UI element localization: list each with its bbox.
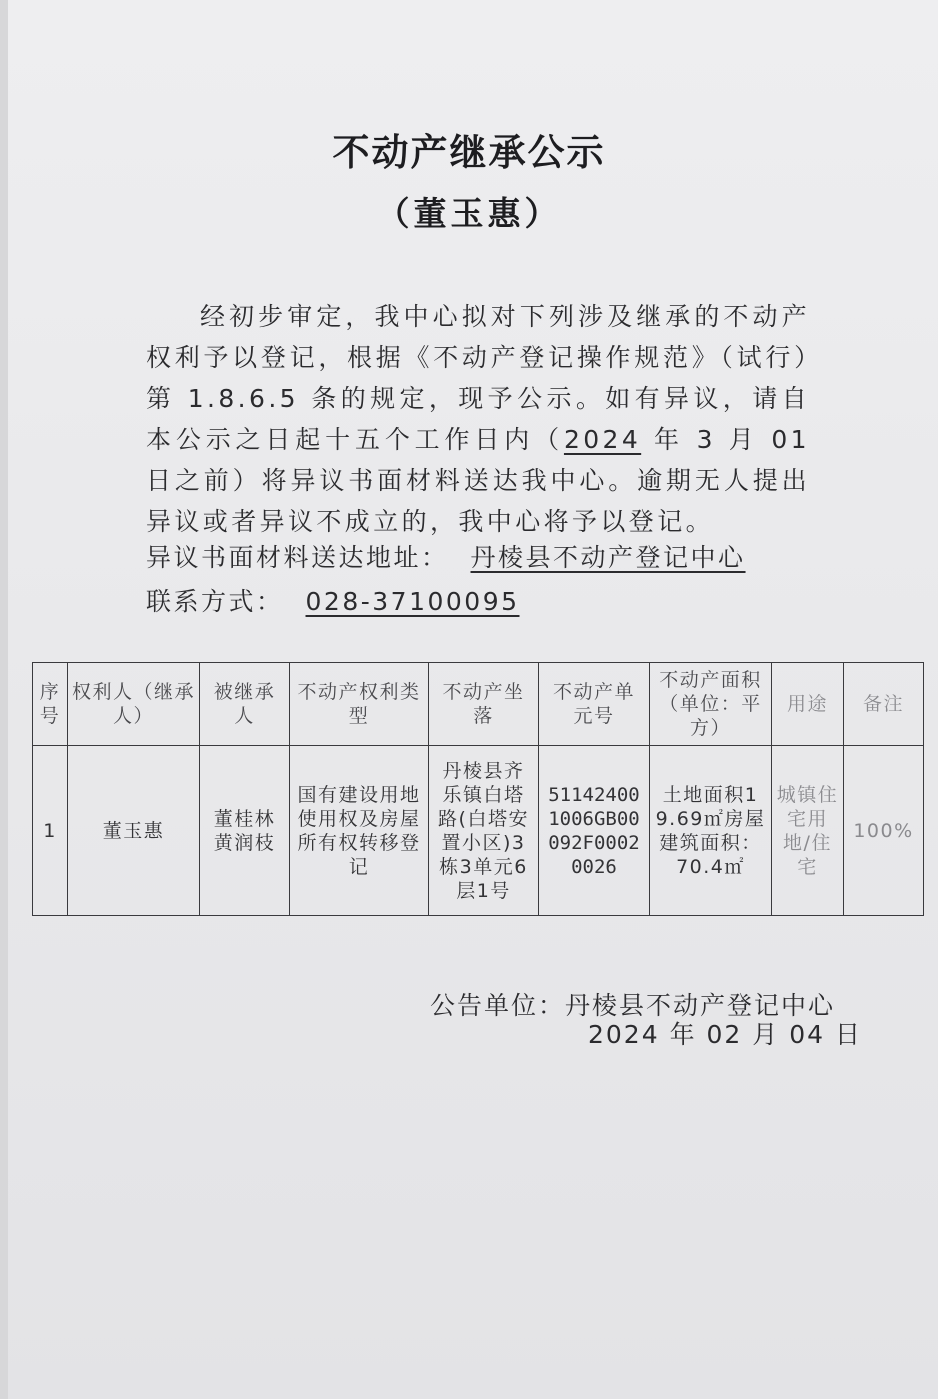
issuer-signature: 公告单位：丹棱县不动产登记中心 (430, 991, 836, 1020)
table-header-row (33, 663, 924, 746)
table-header-cell: 不动产权利类型 (290, 663, 429, 746)
table-header-cell: 不动产坐落 (429, 663, 539, 746)
notice-paragraph (146, 296, 810, 542)
cell-area: 土地面积19.69㎡房屋建筑面积：70.4㎡ (650, 746, 772, 916)
cell-holder: 董玉惠 (68, 746, 200, 916)
cell-right-type: 国有建设用地使用权及房屋所有权转移登记 (290, 746, 429, 916)
cell-decedent: 董桂林黄润枝 (200, 746, 290, 916)
cell-remark: 100% (844, 746, 924, 916)
phone-value: 028-37100095 (305, 587, 520, 616)
cell-unit-no: 511424001006GB00092F00020026 (539, 746, 650, 916)
table-header-cell: 权利人（继承人） (68, 663, 200, 746)
table-header-cell: 被继承人 (200, 663, 290, 746)
table-row (33, 746, 924, 916)
address-row (146, 538, 746, 574)
address-value: 丹棱县不动产登记中心 (470, 543, 746, 572)
notice-year: 2024 (563, 425, 642, 454)
page-subtitle: （董玉惠） (376, 194, 562, 233)
cell-no: 1 (33, 746, 68, 916)
phone-label: 联系方式： (146, 587, 284, 616)
property-table (32, 662, 924, 916)
notice-text-part1: 经初步审定，我中心拟对下列涉及继承的不动产权利予以登记，根据《不动产登记操作规范》（试行）第 1.8.6.5 条的规定，现予公示。如有异议，请自本公示之日起十五个工作日内（ (146, 302, 810, 454)
address-label: 异议书面材料送达地址： (146, 543, 449, 572)
table-header-cell: 不动产单元号 (539, 663, 650, 746)
cell-location: 丹棱县齐乐镇白塔路(白塔安置小区)3栋3单元6层1号 (429, 746, 539, 916)
issue-date: 2024 年 02 月 04 日 (588, 1020, 862, 1049)
page-title: 不动产继承公示 (332, 130, 606, 174)
table-header-cell: 序号 (33, 663, 68, 746)
cell-use: 城镇住宅用地/住宅 (772, 746, 844, 916)
table-header-cell: 不动产面积（单位：平方） (650, 663, 772, 746)
phone-row (146, 582, 520, 618)
notice-text-part2: 年 3 月 01 日之前）将异议书面材料送达我中心。逾期无人提出异议或者异议不成立的，我中心将予以登记。 (146, 425, 810, 536)
table-header-cell: 备注 (844, 663, 924, 746)
table-header-cell: 用途 (772, 663, 844, 746)
